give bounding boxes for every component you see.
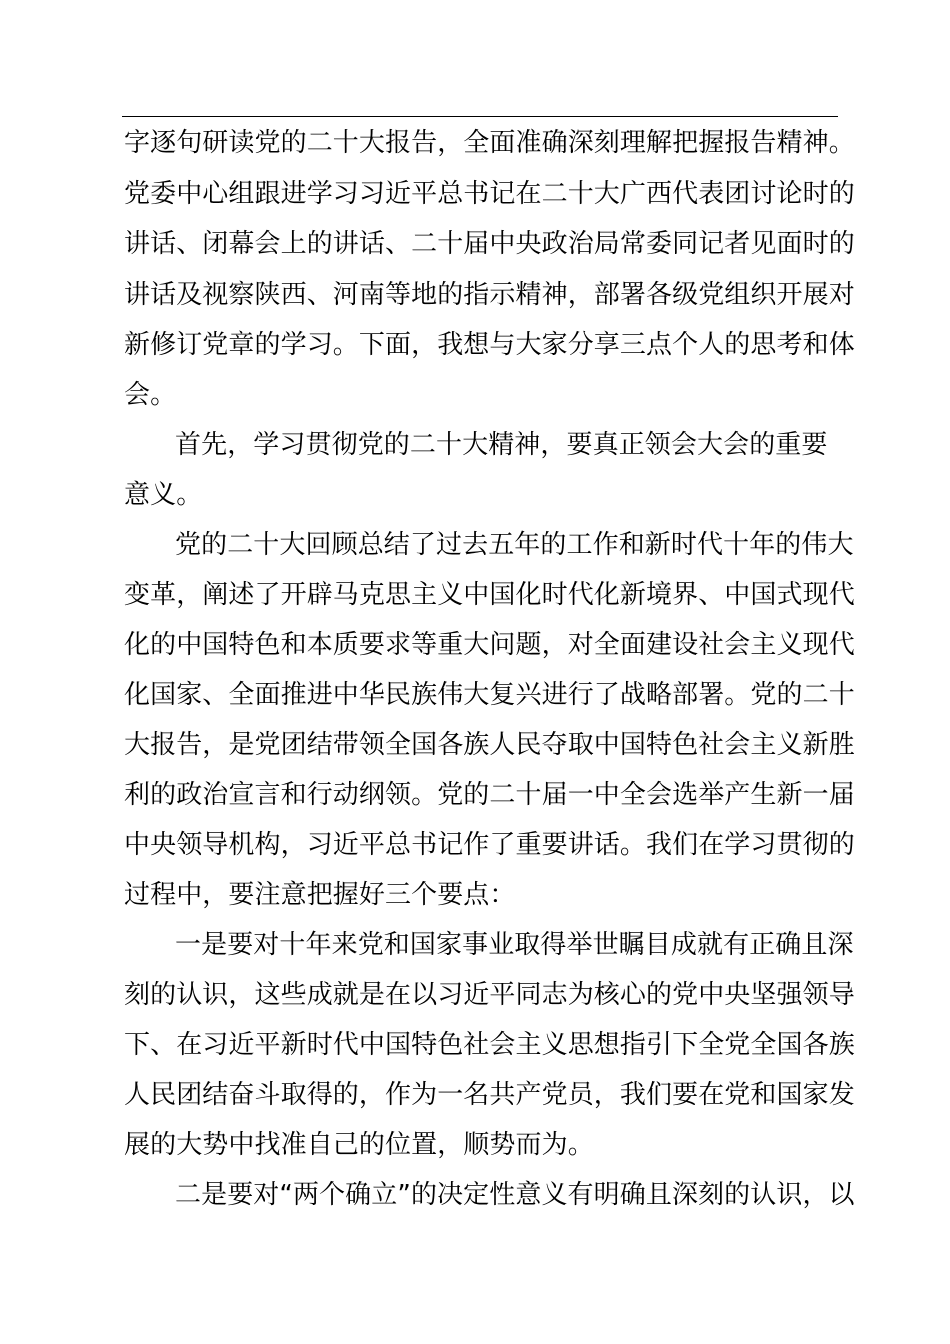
text-line: 过程中，要注意把握好三个要点： bbox=[124, 880, 516, 910]
text-line: 党委中心组跟进学习习近平总书记在二十大广西代表团讨论时的 bbox=[124, 179, 855, 209]
text-line: 利的政治宣言和行动纲领。党的二十届一中全会选举产生新一届 bbox=[124, 780, 855, 810]
text-line: 展的大势中找准自己的位置，顺势而为。 bbox=[124, 1130, 594, 1160]
text-line: 讲话及视察陕西、河南等地的指示精神，部署各级党组织开展对 bbox=[124, 280, 855, 310]
text-line: 首先，学习贯彻党的二十大精神，要真正领会大会的重要 bbox=[175, 430, 828, 460]
text-line: 讲话、闭幕会上的讲话、二十届中央政治局常委同记者见面时的 bbox=[124, 229, 855, 259]
text-line: 会。 bbox=[124, 380, 177, 410]
text-line: 化国家、全面推进中华民族伟大复兴进行了战略部署。党的二十 bbox=[124, 680, 855, 710]
text-line: 新修订党章的学习。下面，我想与大家分享三点个人的思考和体 bbox=[124, 330, 855, 360]
text-line: 人民团结奋斗取得的，作为一名共产党员，我们要在党和国家发 bbox=[124, 1080, 855, 1110]
text-line: 下、在习近平新时代中国特色社会主义思想指引下全党全国各族 bbox=[124, 1030, 855, 1060]
text-line: 党的二十大回顾总结了过去五年的工作和新时代十年的伟大 bbox=[175, 530, 854, 560]
text-line: 变革，阐述了开辟马克思主义中国化时代化新境界、中国式现代 bbox=[124, 580, 855, 610]
text-line: 二是要对“两个确立”的决定性意义有明确且深刻的认识，以 bbox=[175, 1180, 855, 1210]
text-line: 中央领导机构，习近平总书记作了重要讲话。我们在学习贯彻的 bbox=[124, 830, 855, 860]
text-line: 一是要对十年来党和国家事业取得举世瞩目成就有正确且深 bbox=[175, 930, 854, 960]
text-line: 刻的认识，这些成就是在以习近平同志为核心的党中央坚强领导 bbox=[124, 980, 855, 1010]
text-line: 化的中国特色和本质要求等重大问题，对全面建设社会主义现代 bbox=[124, 630, 855, 660]
text-line: 字逐句研读党的二十大报告，全面准确深刻理解把握报告精神。 bbox=[124, 128, 855, 158]
text-line: 大报告，是党团结带领全国各族人民夺取中国特色社会主义新胜 bbox=[124, 730, 855, 760]
text-line: 意义。 bbox=[124, 480, 203, 510]
header-rule bbox=[122, 116, 838, 117]
